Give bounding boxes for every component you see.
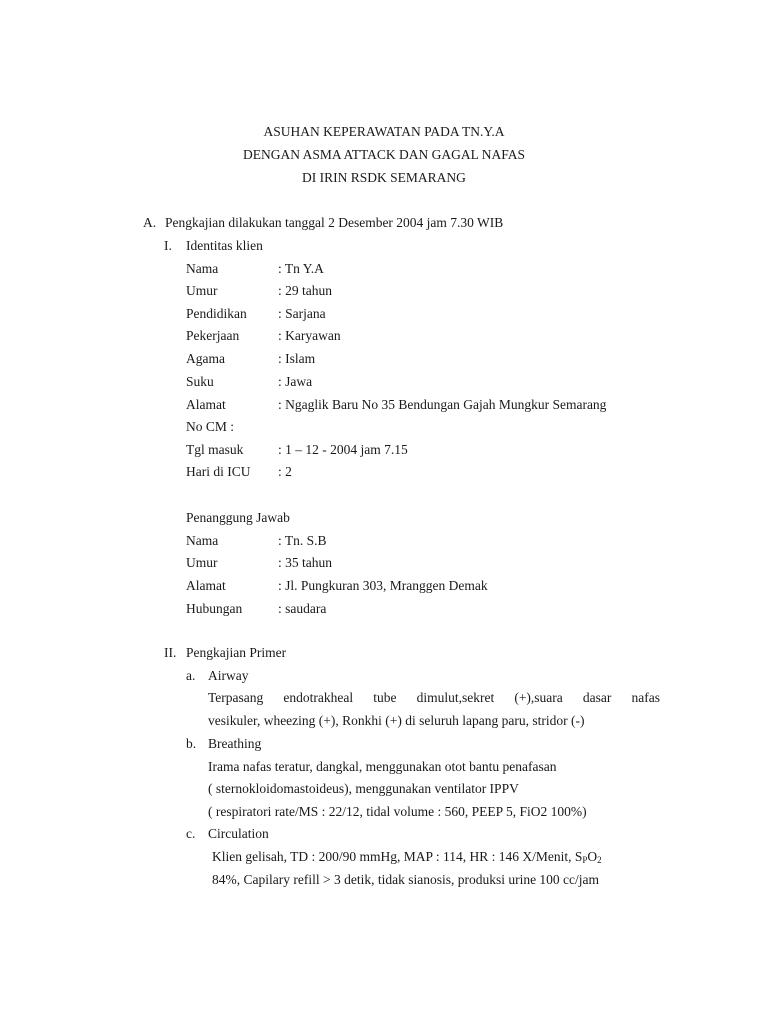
identitas-label-hari-icu: Hari di ICU (186, 464, 251, 479)
penanggung-label-umur: Umur (186, 555, 218, 570)
breathing-title: Breathing (208, 736, 262, 751)
identitas-value-agama: : Islam (278, 351, 316, 366)
penanggung-label-hubungan: Hubungan (186, 601, 243, 616)
identitas-label-alamat: Alamat (186, 397, 226, 412)
identitas-value-tgl-masuk: : 1 – 12 - 2004 jam 7.15 (278, 442, 408, 457)
identitas-value-umur: : 29 tahun (278, 283, 332, 298)
airway-title: Airway (208, 668, 249, 683)
circulation-title: Circulation (208, 826, 269, 841)
airway-line-2: vesikuler, wheezing (+), Ronkhi (+) di seluruh lapang paru, stridor (-) (208, 713, 585, 728)
title-line-1: ASUHAN KEPERAWATAN PADA TN.Y.A (263, 124, 505, 139)
identitas-label-umur: Umur (186, 283, 218, 298)
identitas-value-hari-icu: : 2 (278, 464, 292, 479)
primer-marker: II. (164, 645, 177, 660)
identitas-value-pekerjaan: : Karyawan (278, 328, 341, 343)
identitas-label-nocm: No CM : (186, 419, 235, 434)
penanggung-label-nama: Nama (186, 533, 219, 548)
penanggung-value-alamat: : Jl. Pungkuran 303, Mranggen Demak (278, 578, 488, 593)
penanggung-value-hubungan: : saudara (278, 601, 327, 616)
breathing-marker: b. (186, 736, 197, 751)
circulation-o: O (587, 849, 598, 864)
penanggung-value-nama: : Tn. S.B (278, 533, 327, 548)
identitas-label-pekerjaan: Pekerjaan (186, 328, 240, 343)
airway-marker: a. (186, 668, 196, 683)
identitas-label-suku: Suku (186, 374, 214, 389)
circulation-line-1 (212, 850, 602, 865)
identitas-marker: I. (164, 238, 172, 253)
identitas-value-nama: : Tn Y.A (278, 261, 324, 276)
identitas-label-tgl-masuk: Tgl masuk (186, 442, 244, 457)
circulation-line-1-text: Klien gelisah, TD : 200/90 mmHg, MAP : 114, HR : 146 X/Menit, S (212, 849, 583, 864)
section-a-marker: A. (143, 215, 157, 230)
identitas-label-nama: Nama (186, 261, 219, 276)
penanggung-label-alamat: Alamat (186, 578, 226, 593)
section-a-text: Pengkajian dilakukan tanggal 2 Desember 2004 jam 7.30 WIB (165, 215, 504, 230)
identitas-value-pendidikan: : Sarjana (278, 306, 326, 321)
circulation-sub-p: P (582, 855, 588, 865)
identitas-value-alamat: : Ngaglik Baru No 35 Bendungan Gajah Mungkur Semarang (278, 397, 607, 412)
circulation-marker: c. (186, 826, 196, 841)
title-line-2: DENGAN ASMA ATTACK DAN GAGAL NAFAS (242, 147, 526, 162)
breathing-line-2: ( sternokloidomastoideus), menggunakan ventilator IPPV (208, 781, 519, 796)
airway-line-1: Terpasang endotrakheal tube dimulut,sekret (+),suara dasar nafas (208, 690, 660, 705)
title-line-3: DI IRIN RSDK SEMARANG (302, 170, 466, 185)
penanggung-heading: Penanggung Jawab (186, 510, 290, 525)
identitas-label-pendidikan: Pendidikan (186, 306, 247, 321)
identitas-label-agama: Agama (186, 351, 225, 366)
identitas-value-suku: : Jawa (278, 374, 313, 389)
circulation-sub-2: 2 (597, 855, 602, 865)
primer-heading: Pengkajian Primer (186, 645, 287, 660)
circulation-line-2: 84%, Capilary refill > 3 detik, tidak sianosis, produksi urine 100 cc/jam (212, 872, 600, 887)
penanggung-value-umur: : 35 tahun (278, 555, 332, 570)
breathing-line-1: Irama nafas teratur, dangkal, menggunakan otot bantu penafasan (208, 759, 557, 774)
identitas-heading: Identitas klien (186, 238, 263, 253)
breathing-line-3: ( respiratori rate/MS : 22/12, tidal volume : 560, PEEP 5, FiO2 100%) (208, 804, 587, 819)
